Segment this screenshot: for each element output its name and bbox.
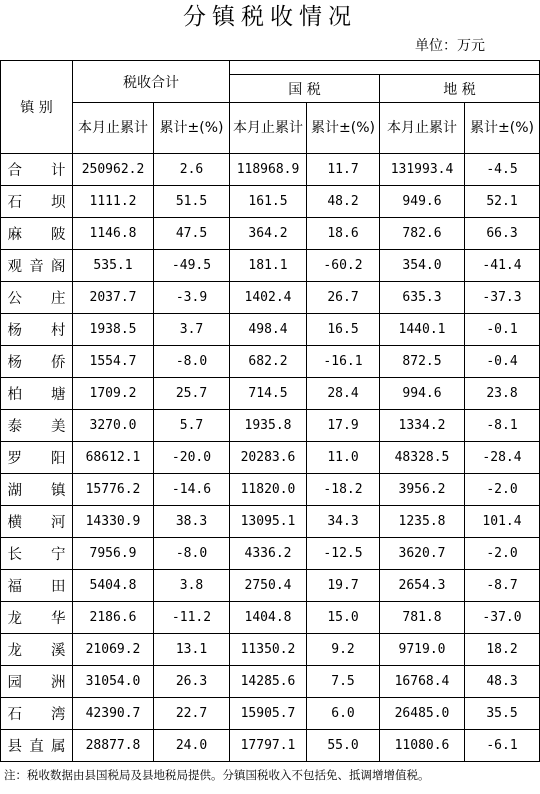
town-name-cell: 柏塘 — [1, 378, 73, 410]
town-name-cell: 罗阳 — [1, 442, 73, 474]
cell-national-change: -60.2 — [307, 250, 380, 282]
cell-local-month: 1440.1 — [380, 314, 465, 346]
cell-total-change: -11.2 — [154, 602, 230, 634]
cell-local-month: 3620.7 — [380, 538, 465, 570]
table-row — [1, 474, 540, 506]
footnote: 注：税收数据由县国税局及县地税局提供。分镇国税收入不包括免、抵调增增值税。 — [4, 768, 430, 782]
cell-local-month: 2654.3 — [380, 570, 465, 602]
cell-local-month: 781.8 — [380, 602, 465, 634]
header-local-month: 本月止累计 — [380, 103, 465, 154]
cell-local-month: 872.5 — [380, 346, 465, 378]
cell-local-month: 354.0 — [380, 250, 465, 282]
cell-local-change: -2.0 — [465, 474, 540, 506]
cell-national-month: 14285.6 — [230, 666, 307, 698]
table-row — [1, 410, 540, 442]
header-total-change: 累计±(%) — [154, 103, 230, 154]
cell-local-month: 9719.0 — [380, 634, 465, 666]
cell-national-month: 364.2 — [230, 218, 307, 250]
header-national-group: 国 税 — [230, 75, 380, 103]
page-title: 分镇税收情况 — [183, 4, 357, 30]
cell-national-month: 11350.2 — [230, 634, 307, 666]
table-row — [1, 218, 540, 250]
cell-national-change: 48.2 — [307, 186, 380, 218]
town-name-cell: 麻陂 — [1, 218, 73, 250]
town-name-cell: 观音阁 — [1, 250, 73, 282]
cell-total-month: 28877.8 — [73, 730, 154, 762]
cell-national-change: 7.5 — [307, 666, 380, 698]
cell-national-month: 17797.1 — [230, 730, 307, 762]
cell-local-change: 48.3 — [465, 666, 540, 698]
cell-total-change: -8.0 — [154, 538, 230, 570]
cell-national-month: 1935.8 — [230, 410, 307, 442]
cell-local-change: 66.3 — [465, 218, 540, 250]
cell-local-change: -0.1 — [465, 314, 540, 346]
header-local-group: 地 税 — [380, 75, 540, 103]
cell-local-month: 994.6 — [380, 378, 465, 410]
cell-national-change: -18.2 — [307, 474, 380, 506]
table-row — [1, 250, 540, 282]
cell-local-month: 16768.4 — [380, 666, 465, 698]
cell-local-change: 35.5 — [465, 698, 540, 730]
header-blank-strip — [230, 61, 540, 75]
header-town: 镇 别 — [1, 61, 73, 154]
table-row — [1, 506, 540, 538]
cell-local-change: -6.1 — [465, 730, 540, 762]
town-name-cell: 杨侨 — [1, 346, 73, 378]
cell-total-change: 13.1 — [154, 634, 230, 666]
cell-national-month: 15905.7 — [230, 698, 307, 730]
table-row — [1, 538, 540, 570]
header-national-month: 本月止累计 — [230, 103, 307, 154]
cell-national-change: 16.5 — [307, 314, 380, 346]
cell-total-month: 535.1 — [73, 250, 154, 282]
cell-total-change: 3.7 — [154, 314, 230, 346]
cell-national-change: 11.0 — [307, 442, 380, 474]
cell-national-month: 13095.1 — [230, 506, 307, 538]
town-name-cell: 合计 — [1, 154, 73, 186]
cell-local-month: 131993.4 — [380, 154, 465, 186]
table-row — [1, 634, 540, 666]
table-row — [1, 154, 540, 186]
cell-local-change: -8.1 — [465, 410, 540, 442]
table-row — [1, 602, 540, 634]
cell-total-change: 51.5 — [154, 186, 230, 218]
cell-national-month: 181.1 — [230, 250, 307, 282]
town-name-cell: 泰美 — [1, 410, 73, 442]
table-row — [1, 698, 540, 730]
header-national-change: 累计±(%) — [307, 103, 380, 154]
cell-total-change: 26.3 — [154, 666, 230, 698]
cell-total-change: -3.9 — [154, 282, 230, 314]
cell-national-change: 6.0 — [307, 698, 380, 730]
cell-local-month: 1334.2 — [380, 410, 465, 442]
cell-local-change: 23.8 — [465, 378, 540, 410]
table-row — [1, 282, 540, 314]
cell-national-change: 9.2 — [307, 634, 380, 666]
header-local-change: 累计±(%) — [465, 103, 540, 154]
cell-local-change: -41.4 — [465, 250, 540, 282]
cell-total-month: 2037.7 — [73, 282, 154, 314]
cell-national-change: 55.0 — [307, 730, 380, 762]
table-row — [1, 346, 540, 378]
cell-local-change: -37.3 — [465, 282, 540, 314]
cell-local-change: 101.4 — [465, 506, 540, 538]
cell-total-change: 5.7 — [154, 410, 230, 442]
table-row — [1, 442, 540, 474]
town-name-cell: 横河 — [1, 506, 73, 538]
cell-total-change: 3.8 — [154, 570, 230, 602]
tax-table — [0, 60, 540, 762]
town-name-cell: 龙华 — [1, 602, 73, 634]
cell-national-change: 28.4 — [307, 378, 380, 410]
cell-total-month: 68612.1 — [73, 442, 154, 474]
cell-total-month: 250962.2 — [73, 154, 154, 186]
cell-total-month: 7956.9 — [73, 538, 154, 570]
cell-total-month: 14330.9 — [73, 506, 154, 538]
cell-local-change: -28.4 — [465, 442, 540, 474]
cell-local-change: -37.0 — [465, 602, 540, 634]
cell-total-change: -20.0 — [154, 442, 230, 474]
cell-total-change: -8.0 — [154, 346, 230, 378]
cell-total-change: 25.7 — [154, 378, 230, 410]
header-total-month: 本月止累计 — [73, 103, 154, 154]
cell-total-month: 1554.7 — [73, 346, 154, 378]
cell-national-change: 19.7 — [307, 570, 380, 602]
cell-local-change: -8.7 — [465, 570, 540, 602]
cell-local-month: 11080.6 — [380, 730, 465, 762]
cell-national-change: 34.3 — [307, 506, 380, 538]
table-row — [1, 186, 540, 218]
cell-total-change: -49.5 — [154, 250, 230, 282]
cell-national-month: 2750.4 — [230, 570, 307, 602]
cell-total-month: 21069.2 — [73, 634, 154, 666]
cell-total-month: 1709.2 — [73, 378, 154, 410]
cell-local-change: -4.5 — [465, 154, 540, 186]
table-row — [1, 666, 540, 698]
cell-total-change: 22.7 — [154, 698, 230, 730]
cell-national-month: 714.5 — [230, 378, 307, 410]
town-name-cell: 湖镇 — [1, 474, 73, 506]
cell-local-change: -2.0 — [465, 538, 540, 570]
cell-national-month: 11820.0 — [230, 474, 307, 506]
cell-total-change: 47.5 — [154, 218, 230, 250]
cell-total-month: 5404.8 — [73, 570, 154, 602]
cell-total-change: 24.0 — [154, 730, 230, 762]
cell-total-month: 1938.5 — [73, 314, 154, 346]
cell-national-month: 682.2 — [230, 346, 307, 378]
cell-national-month: 4336.2 — [230, 538, 307, 570]
cell-total-month: 1111.2 — [73, 186, 154, 218]
cell-local-change: 52.1 — [465, 186, 540, 218]
cell-national-change: -16.1 — [307, 346, 380, 378]
town-name-cell: 福田 — [1, 570, 73, 602]
cell-total-change: 38.3 — [154, 506, 230, 538]
table-row — [1, 378, 540, 410]
cell-local-change: -0.4 — [465, 346, 540, 378]
town-name-cell: 石湾 — [1, 698, 73, 730]
cell-local-month: 48328.5 — [380, 442, 465, 474]
town-name-cell: 长宁 — [1, 538, 73, 570]
cell-total-month: 15776.2 — [73, 474, 154, 506]
cell-local-month: 3956.2 — [380, 474, 465, 506]
cell-local-change: 18.2 — [465, 634, 540, 666]
cell-national-month: 498.4 — [230, 314, 307, 346]
header-total-group: 税收合计 — [73, 61, 230, 103]
cell-total-change: 2.6 — [154, 154, 230, 186]
cell-total-month: 42390.7 — [73, 698, 154, 730]
town-name-cell: 公庄 — [1, 282, 73, 314]
cell-national-change: 11.7 — [307, 154, 380, 186]
cell-local-month: 782.6 — [380, 218, 465, 250]
cell-local-month: 635.3 — [380, 282, 465, 314]
cell-national-month: 161.5 — [230, 186, 307, 218]
town-name-cell: 园洲 — [1, 666, 73, 698]
town-name-cell: 杨村 — [1, 314, 73, 346]
cell-total-month: 31054.0 — [73, 666, 154, 698]
cell-national-change: 18.6 — [307, 218, 380, 250]
cell-national-month: 20283.6 — [230, 442, 307, 474]
cell-national-month: 118968.9 — [230, 154, 307, 186]
unit-label: 单位：万元 — [415, 38, 485, 54]
town-name-cell: 石坝 — [1, 186, 73, 218]
cell-total-month: 2186.6 — [73, 602, 154, 634]
cell-local-month: 949.6 — [380, 186, 465, 218]
cell-total-month: 1146.8 — [73, 218, 154, 250]
cell-national-change: 26.7 — [307, 282, 380, 314]
table-row — [1, 730, 540, 762]
town-name-cell: 龙溪 — [1, 634, 73, 666]
cell-national-change: 17.9 — [307, 410, 380, 442]
cell-national-change: 15.0 — [307, 602, 380, 634]
table-row — [1, 570, 540, 602]
table-row — [1, 314, 540, 346]
cell-national-month: 1402.4 — [230, 282, 307, 314]
cell-total-change: -14.6 — [154, 474, 230, 506]
cell-national-month: 1404.8 — [230, 602, 307, 634]
cell-total-month: 3270.0 — [73, 410, 154, 442]
cell-national-change: -12.5 — [307, 538, 380, 570]
town-name-cell: 县直属 — [1, 730, 73, 762]
cell-local-month: 1235.8 — [380, 506, 465, 538]
cell-local-month: 26485.0 — [380, 698, 465, 730]
